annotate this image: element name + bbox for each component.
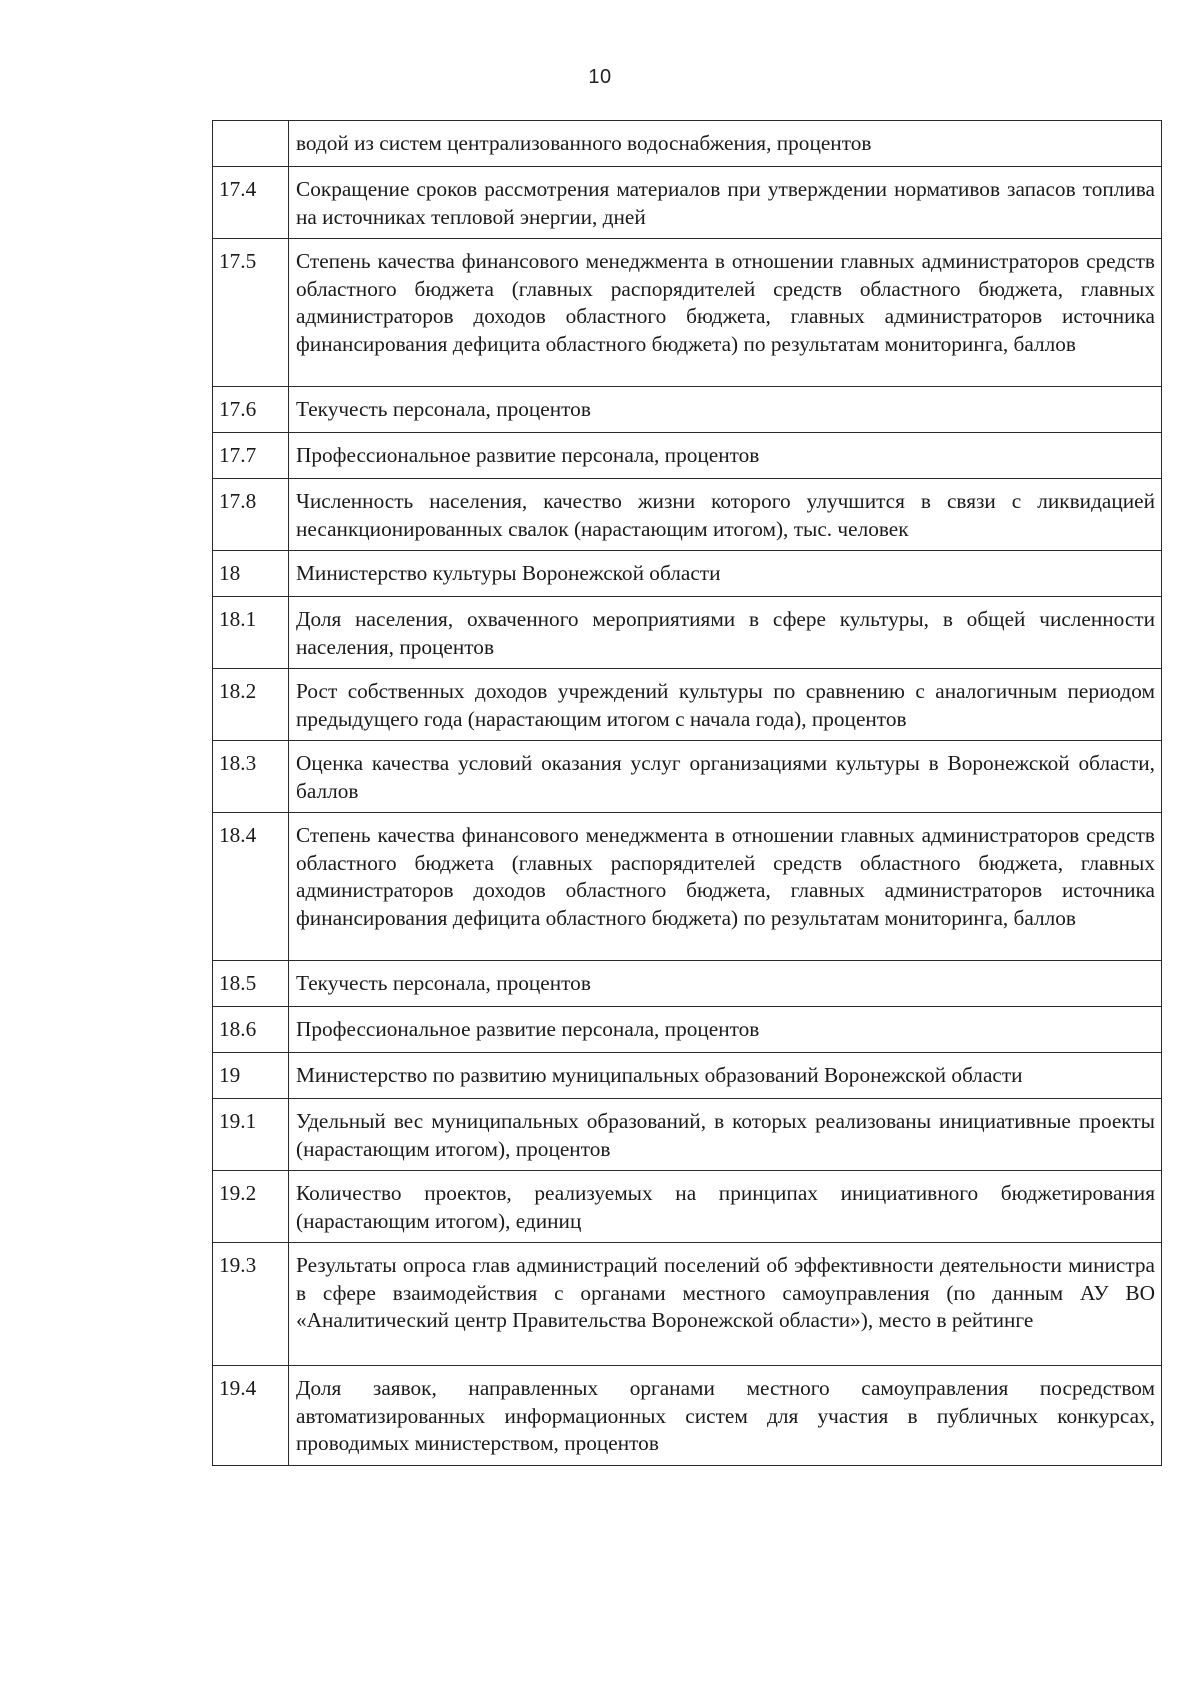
table-row <box>213 597 1162 669</box>
table-row <box>213 433 1162 479</box>
row-indicator-text: Оценка качества условий оказания услуг организациями культуры в Воронежской области, баллов <box>289 741 1162 813</box>
row-number <box>213 121 289 167</box>
table-row <box>213 741 1162 813</box>
row-number: 17.6 <box>213 387 289 433</box>
table-row <box>213 387 1162 433</box>
row-indicator-text: Степень качества финансового менеджмента в отношении главных администраторов средств областного бюджета (главных распорядителей средств областного бюджета, главных администраторов доходов областного бюджета, главных администраторов источника финансирования дефицита областного бюджета) по результатам мониторинга, баллов <box>289 813 1162 961</box>
row-indicator-text: Министерство по развитию муниципальных образований Воронежской области <box>289 1053 1162 1099</box>
row-indicator-text: Текучесть персонала, процентов <box>289 387 1162 433</box>
table-row <box>213 1053 1162 1099</box>
row-number: 18.1 <box>213 597 289 669</box>
row-number: 18.5 <box>213 961 289 1007</box>
row-number: 19.1 <box>213 1099 289 1171</box>
row-number: 18.6 <box>213 1007 289 1053</box>
row-indicator-text: Удельный вес муниципальных образований, в которых реализованы инициативные проекты (нарастающим итогом), процентов <box>289 1099 1162 1171</box>
row-number: 19 <box>213 1053 289 1099</box>
row-number: 19.2 <box>213 1171 289 1243</box>
row-indicator-text: Степень качества финансового менеджмента в отношении главных администраторов средств областного бюджета (главных распорядителей средств областного бюджета, главных администраторов доходов областного бюджета, главных администраторов источника финансирования дефицита областного бюджета) по результатам мониторинга, баллов <box>289 239 1162 387</box>
row-number: 17.8 <box>213 479 289 551</box>
indicators-table-body <box>213 121 1162 1466</box>
table-row <box>213 239 1162 387</box>
row-number: 18.4 <box>213 813 289 961</box>
table-row <box>213 551 1162 597</box>
row-number: 18 <box>213 551 289 597</box>
row-indicator-text: Доля населения, охваченного мероприятиями в сфере культуры, в общей численности населения, процентов <box>289 597 1162 669</box>
table-row <box>213 121 1162 167</box>
page-number: 10 <box>588 66 612 88</box>
row-indicator-text: Текучесть персонала, процентов <box>289 961 1162 1007</box>
table-row <box>213 479 1162 551</box>
row-indicator-text: Численность населения, качество жизни которого улучшится в связи с ликвидацией несанкционированных свалок (нарастающим итогом), тыс. человек <box>289 479 1162 551</box>
row-number: 17.7 <box>213 433 289 479</box>
table-row <box>213 961 1162 1007</box>
table-row <box>213 1243 1162 1366</box>
row-indicator-text: Результаты опроса глав администраций поселений об эффективности деятельности министра в сфере взаимодействия с органами местного самоуправления (по данным АУ ВО «Аналитический центр Правительства Воронежской области»), место в рейтинге <box>289 1243 1162 1366</box>
row-indicator-text: Профессиональное развитие персонала, процентов <box>289 1007 1162 1053</box>
row-number: 17.4 <box>213 167 289 239</box>
row-number: 19.4 <box>213 1366 289 1466</box>
table-row <box>213 1366 1162 1466</box>
table-row <box>213 167 1162 239</box>
table-row <box>213 813 1162 961</box>
row-indicator-text: Министерство культуры Воронежской области <box>289 551 1162 597</box>
indicators-table <box>212 120 1162 1466</box>
row-number: 18.2 <box>213 669 289 741</box>
table-row <box>213 669 1162 741</box>
row-indicator-text: Доля заявок, направленных органами местного самоуправления посредством автоматизированных информационных систем для участия в публичных конкурсах, проводимых министерством, процентов <box>289 1366 1162 1466</box>
row-indicator-text: Сокращение сроков рассмотрения материалов при утверждении нормативов запасов топлива на источниках тепловой энергии, дней <box>289 167 1162 239</box>
row-indicator-text: водой из систем централизованного водоснабжения, процентов <box>289 121 1162 167</box>
row-number: 18.3 <box>213 741 289 813</box>
row-number: 17.5 <box>213 239 289 387</box>
table-row <box>213 1007 1162 1053</box>
row-number: 19.3 <box>213 1243 289 1366</box>
table-row <box>213 1171 1162 1243</box>
row-indicator-text: Рост собственных доходов учреждений культуры по сравнению с аналогичным периодом предыдущего года (нарастающим итогом с начала года), процентов <box>289 669 1162 741</box>
row-indicator-text: Количество проектов, реализуемых на принципах инициативного бюджетирования (нарастающим итогом), единиц <box>289 1171 1162 1243</box>
table-row <box>213 1099 1162 1171</box>
row-indicator-text: Профессиональное развитие персонала, процентов <box>289 433 1162 479</box>
